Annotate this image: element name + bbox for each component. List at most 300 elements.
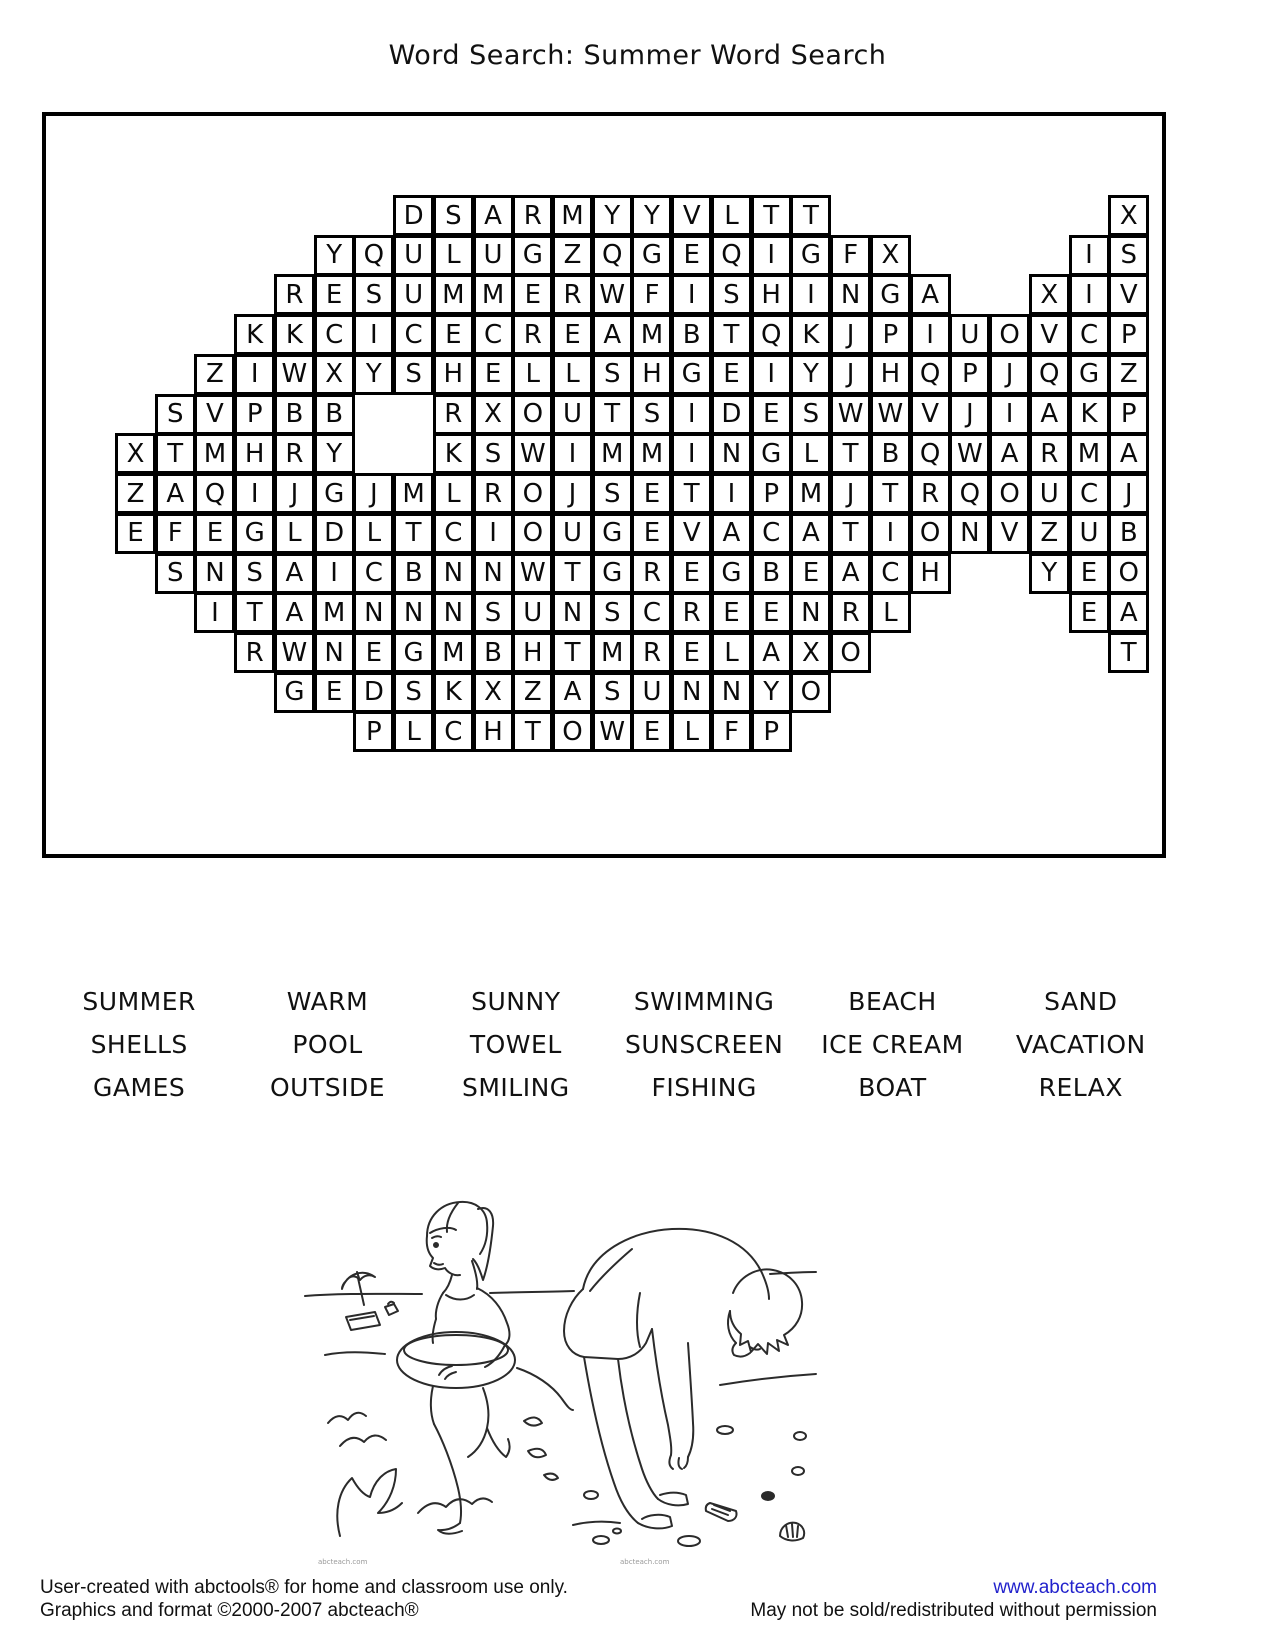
word-list-item: VACATION: [1015, 1030, 1146, 1059]
grid-cell: U: [949, 314, 990, 355]
grid-cell: U: [393, 235, 434, 276]
grid-cell: R: [512, 314, 553, 355]
grid-cell: R: [274, 274, 315, 315]
grid-cell: I: [870, 513, 911, 554]
grid-cell: Y: [631, 195, 672, 236]
grid-cell: C: [393, 314, 434, 355]
word-list-item: OUTSIDE: [269, 1073, 386, 1102]
grid-cell: Z: [115, 473, 156, 514]
grid-cell: J: [274, 473, 315, 514]
grid-cell: V: [989, 513, 1030, 554]
grid-cell: Q: [711, 235, 752, 276]
grid-cell: C: [433, 513, 474, 554]
grid-cell: G: [1069, 354, 1110, 395]
grid-cell: V: [671, 195, 712, 236]
grid-cell: E: [711, 592, 752, 633]
grid-cell: N: [552, 592, 593, 633]
grid-cell: E: [512, 274, 553, 315]
grid-cell: R: [631, 632, 672, 673]
grid-cell: L: [393, 711, 434, 752]
grid-cell: P: [353, 711, 394, 752]
grid-cell: E: [552, 314, 593, 355]
grid-cell: Z: [552, 235, 593, 276]
grid-cell: L: [353, 513, 394, 554]
grid-cell: N: [433, 592, 474, 633]
grid-cell: Q: [592, 235, 633, 276]
grid-cell: H: [631, 354, 672, 395]
grid-cell: I: [1069, 235, 1110, 276]
grid-cell: T: [671, 473, 712, 514]
grid-cell: F: [830, 235, 871, 276]
grid-cell: Y: [592, 195, 633, 236]
grid-cell: L: [790, 433, 831, 474]
grid-cell: R: [631, 553, 672, 594]
grid-cell: C: [1069, 314, 1110, 355]
grid-cell: U: [1029, 473, 1070, 514]
grid-cell: I: [473, 513, 514, 554]
grid-cell: G: [790, 235, 831, 276]
grid-cell: E: [314, 274, 355, 315]
grid-cell: A: [274, 553, 315, 594]
grid-cell: I: [314, 553, 355, 594]
footer-right-block: [750, 1576, 1157, 1622]
grid-cell: S: [473, 433, 514, 474]
grid-cell: I: [751, 354, 792, 395]
grid-cell: R: [830, 592, 871, 633]
grid-cell: M: [314, 592, 355, 633]
grid-cell: W: [830, 394, 871, 435]
grid-cell: P: [751, 711, 792, 752]
grid-cell: E: [671, 632, 712, 673]
grid-cell: S: [592, 672, 633, 713]
grid-cell: P: [1108, 314, 1149, 355]
grid-cell: N: [790, 592, 831, 633]
grid-cell: S: [790, 394, 831, 435]
grid-cell: K: [1069, 394, 1110, 435]
grid-cell: G: [870, 274, 911, 315]
grid-cell: W: [512, 553, 553, 594]
grid-cell: I: [989, 394, 1030, 435]
word-list-item: FISHING: [651, 1073, 757, 1102]
word-list-item: SUMMER: [82, 987, 196, 1016]
word-list-item: SUNNY: [471, 987, 561, 1016]
grid-cell: Q: [194, 473, 235, 514]
grid-cell: N: [830, 274, 871, 315]
grid-cell: W: [274, 354, 315, 395]
grid-cell: E: [631, 513, 672, 554]
grid-cell: U: [552, 513, 593, 554]
grid-cell: S: [433, 195, 474, 236]
grid-cell: G: [592, 513, 633, 554]
word-list-item: RELAX: [1038, 1073, 1124, 1102]
grid-cell: G: [314, 473, 355, 514]
grid-cell: W: [274, 632, 315, 673]
grid-cell: L: [711, 632, 752, 673]
grid-cell: R: [1029, 433, 1070, 474]
grid-cell: R: [473, 473, 514, 514]
word-list-item: BEACH: [848, 987, 937, 1016]
grid-cell: C: [433, 711, 474, 752]
footer-permission-line: May not be sold/redistributed without permission: [750, 1600, 1157, 1621]
shells-drawing: [584, 1426, 806, 1546]
word-list-item: SWIMMING: [633, 987, 775, 1016]
grid-cell: E: [1069, 592, 1110, 633]
grid-cell: F: [631, 274, 672, 315]
grid-cell: A: [155, 473, 196, 514]
grid-cell: M: [631, 314, 672, 355]
grid-cell: Q: [751, 314, 792, 355]
grid-cell: Y: [353, 354, 394, 395]
grid-cell: K: [790, 314, 831, 355]
grid-cell: Y: [751, 672, 792, 713]
grid-cell: O: [790, 672, 831, 713]
grid-cell: K: [234, 314, 275, 355]
grid-cell: G: [393, 632, 434, 673]
grid-cell: T: [711, 314, 752, 355]
grid-cell: F: [711, 711, 752, 752]
grid-cell: M: [393, 473, 434, 514]
grid-cell: K: [274, 314, 315, 355]
grid-cell: H: [473, 711, 514, 752]
grid-cell: O: [1108, 553, 1149, 594]
grid-cell: H: [751, 274, 792, 315]
grid-cell: U: [473, 235, 514, 276]
grid-cell: J: [830, 473, 871, 514]
grid-cell: I: [234, 473, 275, 514]
grid-cell: N: [314, 632, 355, 673]
grid-cell: B: [393, 553, 434, 594]
grid-cell: W: [592, 711, 633, 752]
grid-cell: D: [353, 672, 394, 713]
grid-cell: Q: [1029, 354, 1070, 395]
grid-cell: N: [711, 433, 752, 474]
grid-cell: G: [512, 235, 553, 276]
grid-cell: N: [711, 672, 752, 713]
grid-cell: B: [1108, 513, 1149, 554]
grid-cell: M: [194, 433, 235, 474]
grid-cell: S: [353, 274, 394, 315]
grid-cell: S: [592, 592, 633, 633]
word-list-item: ICE CREAM: [821, 1030, 964, 1059]
grid-cell: V: [910, 394, 951, 435]
grid-cell: I: [552, 433, 593, 474]
grid-cell: Q: [910, 354, 951, 395]
grid-cell: A: [830, 553, 871, 594]
grid-cell: C: [473, 314, 514, 355]
grid-cell: Y: [314, 433, 355, 474]
grid-cell: V: [1029, 314, 1070, 355]
grid-cell: H: [234, 433, 275, 474]
grid-cell: B: [314, 394, 355, 435]
grid-cell: N: [194, 553, 235, 594]
grid-cell: X: [870, 235, 911, 276]
grid-cell: K: [433, 672, 474, 713]
grid-cell: G: [592, 553, 633, 594]
word-list-item: BOAT: [858, 1073, 927, 1102]
grid-cell: I: [194, 592, 235, 633]
grid-cell: X: [473, 394, 514, 435]
grid-cell: K: [433, 433, 474, 474]
grid-cell: R: [274, 433, 315, 474]
grid-cell: L: [671, 711, 712, 752]
grid-cell: R: [552, 274, 593, 315]
grid-cell: L: [552, 354, 593, 395]
grid-cell: I: [910, 314, 951, 355]
grid-cell: N: [671, 672, 712, 713]
grid-cell: V: [1108, 274, 1149, 315]
grid-cell: T: [155, 433, 196, 474]
grid-cell: S: [592, 473, 633, 514]
grid-cell: M: [473, 274, 514, 315]
grid-cell: E: [1069, 553, 1110, 594]
grid-cell: G: [274, 672, 315, 713]
grid-cell: J: [830, 354, 871, 395]
grid-cell: G: [631, 235, 672, 276]
page-title: Word Search: Summer Word Search: [388, 40, 887, 71]
grid-cell: P: [751, 473, 792, 514]
grid-cell: Q: [353, 235, 394, 276]
word-list-item: SMILING: [461, 1073, 570, 1102]
word-list-item: POOL: [292, 1030, 363, 1059]
grid-cell: Y: [314, 235, 355, 276]
grid-cell: H: [910, 553, 951, 594]
grid-cell: S: [234, 553, 275, 594]
grid-cell: O: [512, 473, 553, 514]
grid-cell: T: [592, 394, 633, 435]
grid-cell: Y: [790, 354, 831, 395]
grid-cell: R: [671, 592, 712, 633]
grid-cell: A: [1108, 592, 1149, 633]
grid-cell: A: [592, 314, 633, 355]
grid-cell: E: [433, 314, 474, 355]
grid-cell: M: [790, 473, 831, 514]
horizon-lines: [305, 1272, 816, 1525]
grid-cell: H: [870, 354, 911, 395]
grid-cell: U: [512, 592, 553, 633]
grid-cell: T: [870, 473, 911, 514]
footer-copyright-line: Graphics and format ©2000-2007 abcteach®: [40, 1600, 419, 1621]
grid-cell: S: [473, 592, 514, 633]
grid-cell: W: [512, 433, 553, 474]
grid-cell: O: [512, 513, 553, 554]
grid-cell: L: [274, 513, 315, 554]
grid-cell: T: [552, 553, 593, 594]
grid-cell: A: [473, 195, 514, 236]
grid-cell: B: [751, 553, 792, 594]
word-list-item: SAND: [1044, 987, 1118, 1016]
word-list-item: SUNSCREEN: [624, 1030, 784, 1059]
grid-cell: X: [1108, 195, 1149, 236]
grid-cell: J: [552, 473, 593, 514]
grid-cell: T: [512, 711, 553, 752]
grid-cell: I: [751, 235, 792, 276]
grid-cell: G: [234, 513, 275, 554]
grid-cell: U: [393, 274, 434, 315]
grid-cell: I: [671, 394, 712, 435]
grid-cell: Z: [1029, 513, 1070, 554]
grid-cell: L: [711, 195, 752, 236]
grid-cell: E: [314, 672, 355, 713]
grid-cell: T: [1108, 632, 1149, 673]
grid-cell: C: [870, 553, 911, 594]
grid-cell: D: [711, 394, 752, 435]
grid-cell: V: [194, 394, 235, 435]
grid-cell: O: [512, 394, 553, 435]
grid-cell: M: [433, 632, 474, 673]
grid-cell: I: [671, 274, 712, 315]
grid-cell: M: [592, 433, 633, 474]
grid-cell: A: [1108, 433, 1149, 474]
grid-cell: X: [790, 632, 831, 673]
grid-cell: E: [115, 513, 156, 554]
grid-cell: T: [830, 433, 871, 474]
grid-cell: O: [830, 632, 871, 673]
grid-cell: S: [711, 274, 752, 315]
footer-left-block: [40, 1576, 568, 1622]
grid-cell: U: [1069, 513, 1110, 554]
grid-cell: G: [751, 433, 792, 474]
grid-cell: V: [671, 513, 712, 554]
grid-cell: S: [393, 672, 434, 713]
grid-cell: A: [989, 433, 1030, 474]
grid-cell: N: [473, 553, 514, 594]
umbrella-drawing: [342, 1272, 375, 1305]
grid-cell: M: [592, 632, 633, 673]
grid-cell: I: [1069, 274, 1110, 315]
grid-cell: X: [314, 354, 355, 395]
grid-cell: P: [234, 394, 275, 435]
grid-cell: A: [751, 632, 792, 673]
grid-cell: H: [433, 354, 474, 395]
grid-cell: A: [274, 592, 315, 633]
beach-illustration: [300, 1133, 940, 1573]
watermark-text-left: abcteach.com: [318, 1558, 368, 1566]
grid-cell: I: [234, 354, 275, 395]
grid-cell: P: [870, 314, 911, 355]
grid-cell: O: [989, 314, 1030, 355]
grid-cell: S: [393, 354, 434, 395]
grid-cell: T: [393, 513, 434, 554]
word-search-grid: [115, 195, 1155, 755]
word-list-item: TOWEL: [469, 1030, 562, 1059]
grid-cell: T: [751, 195, 792, 236]
grid-cell: E: [671, 553, 712, 594]
grid-cell: M: [433, 274, 474, 315]
grid-cell: T: [234, 592, 275, 633]
grid-cell: J: [949, 394, 990, 435]
grid-cell: W: [870, 394, 911, 435]
word-list: [45, 980, 1175, 1109]
grid-cell: A: [552, 672, 593, 713]
grid-cell: E: [194, 513, 235, 554]
grid-cell: R: [512, 195, 553, 236]
grid-cell: P: [949, 354, 990, 395]
grid-cell: C: [353, 553, 394, 594]
waves-splashes-drawing: [328, 1413, 558, 1536]
girl-with-swim-ring-drawing: [397, 1202, 515, 1534]
grid-cell: M: [631, 433, 672, 474]
grid-cell: X: [1029, 274, 1070, 315]
grid-cell: E: [353, 632, 394, 673]
grid-cell: W: [949, 433, 990, 474]
grid-cell: N: [949, 513, 990, 554]
abcteach-link[interactable]: www.abcteach.com: [993, 1577, 1157, 1598]
grid-cell: H: [512, 632, 553, 673]
grid-cell: Z: [194, 354, 235, 395]
watermark-text-right: abcteach.com: [620, 1558, 670, 1566]
grid-cell: S: [155, 553, 196, 594]
grid-cell: M: [552, 195, 593, 236]
grid-cell: Z: [1108, 354, 1149, 395]
grid-cell: L: [433, 235, 474, 276]
grid-cell: X: [473, 672, 514, 713]
towel-drawing: [346, 1302, 398, 1330]
grid-cell: R: [433, 394, 474, 435]
grid-cell: C: [314, 314, 355, 355]
grid-cell: I: [711, 473, 752, 514]
grid-cell: E: [631, 711, 672, 752]
grid-cell: Q: [910, 433, 951, 474]
grid-cell: E: [473, 354, 514, 395]
grid-cell: A: [1029, 394, 1070, 435]
grid-cell: A: [910, 274, 951, 315]
grid-cell: U: [552, 394, 593, 435]
grid-cell: C: [631, 592, 672, 633]
footer-usage-line: User-created with abctools® for home and classroom use only.: [40, 1577, 568, 1598]
grid-cell: L: [433, 473, 474, 514]
grid-cell: P: [1108, 394, 1149, 435]
grid-cell: G: [711, 553, 752, 594]
grid-cell: E: [790, 553, 831, 594]
grid-cell: D: [393, 195, 434, 236]
grid-cell: T: [790, 195, 831, 236]
grid-cell: E: [631, 473, 672, 514]
grid-cell: E: [671, 235, 712, 276]
grid-cell: X: [115, 433, 156, 474]
grid-cell: O: [989, 473, 1030, 514]
grid-cell: T: [552, 632, 593, 673]
grid-cell: R: [910, 473, 951, 514]
grid-cell: S: [1108, 235, 1149, 276]
grid-cell: L: [512, 354, 553, 395]
grid-cell: B: [671, 314, 712, 355]
grid-cell: J: [830, 314, 871, 355]
grid-cell: N: [353, 592, 394, 633]
grid-cell: E: [751, 394, 792, 435]
grid-cell: A: [711, 513, 752, 554]
grid-cell: I: [353, 314, 394, 355]
grid-cell: C: [751, 513, 792, 554]
grid-cell: O: [552, 711, 593, 752]
grid-cell: B: [274, 394, 315, 435]
grid-cell: G: [671, 354, 712, 395]
grid-cell: S: [631, 394, 672, 435]
grid-cell: Q: [949, 473, 990, 514]
grid-cell: S: [155, 394, 196, 435]
grid-cell: B: [473, 632, 514, 673]
grid-cell: I: [671, 433, 712, 474]
grid-cell: J: [353, 473, 394, 514]
grid-cell: J: [989, 354, 1030, 395]
grid-cell: E: [711, 354, 752, 395]
grid-cell: Z: [512, 672, 553, 713]
grid-cell: N: [433, 553, 474, 594]
grid-cell: O: [910, 513, 951, 554]
grid-cell: W: [592, 274, 633, 315]
grid-cell: C: [1069, 473, 1110, 514]
word-list-item: SHELLS: [90, 1030, 188, 1059]
grid-cell: Y: [1029, 553, 1070, 594]
